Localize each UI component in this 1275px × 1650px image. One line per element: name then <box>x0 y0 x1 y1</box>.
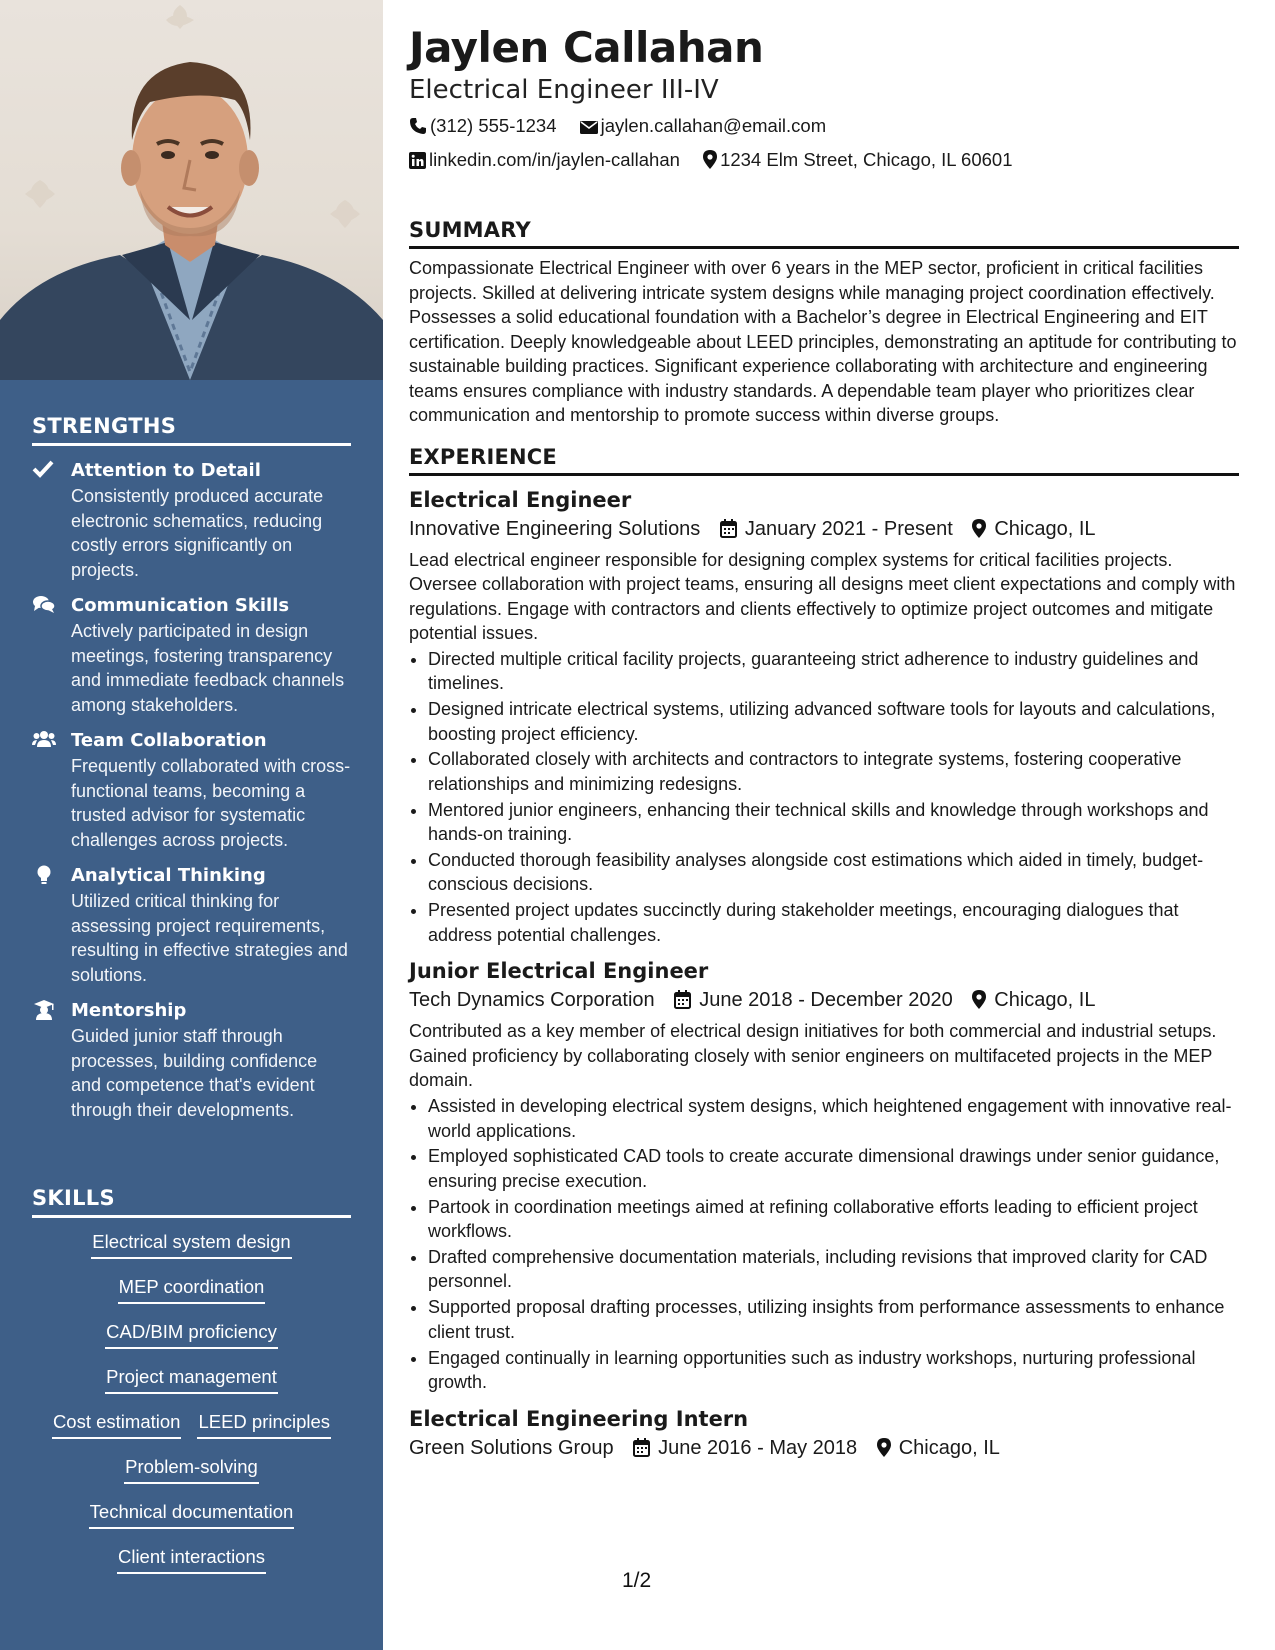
strength-description: Actively participated in design meetings, fostering transparency and immediate feedback channels among stakeholders. <box>71 621 345 715</box>
job-location <box>877 1433 1000 1463</box>
linkedin-icon <box>409 152 426 169</box>
linkedin-contact[interactable] <box>409 144 680 176</box>
skill-tag[interactable]: CAD/BIM proficiency <box>105 1320 278 1349</box>
skill-tag[interactable]: Cost estimation <box>52 1410 182 1439</box>
calendar-icon <box>633 1438 650 1457</box>
email-address: jaylen.callahan@email.com <box>600 115 827 136</box>
strength-item <box>32 458 351 582</box>
job-description: Contributed as a key member of electrical design initiatives for both commercial and industrial setups. Gained proficiency by collaborating closely with senior engineers on multifaceted projects in the MEP domain. <box>409 1021 1217 1091</box>
skill-tag[interactable]: Client interactions <box>117 1545 266 1574</box>
profile-photo <box>0 0 383 380</box>
skill-tag[interactable]: LEED principles <box>197 1410 331 1439</box>
summary-text: Compassionate Electrical Engineer with over 6 years in the MEP sector, proficient in critical facilities projects. Skilled at delivering intricate system designs while managing project coordination effectively. Possesses a solid educational foundation with a Bachelor’s degree in Electrical Engineering and EIT certification. Deeply knowledgeable about LEED principles, demonstrating an aptitude for contributing to sustainable building practices. Significant experience collaborating with architecture and engineering teams ensures compliance with industry standards. A dependable team player who prioritizes clear communication and mentorship to promote success within diverse groups. <box>409 258 1237 425</box>
job-bullets <box>409 647 1239 947</box>
strength-item <box>32 593 351 717</box>
summary-heading: SUMMARY <box>409 218 1239 249</box>
job-meta <box>409 514 1239 544</box>
strength-description: Guided junior staff through processes, building confidence and competence that's evident through their developments. <box>71 1026 318 1120</box>
job-meta <box>409 985 1239 1015</box>
candidate-name: Jaylen Callahan <box>409 23 764 72</box>
list-item: • Presented project updates succinctly during stakeholder meetings, encouraging dialogues that address potential challenges. <box>428 898 1239 947</box>
job-dates-text: June 2016 - May 2018 <box>658 1436 858 1459</box>
list-item: • Engaged continually in learning opportunities such as industry workshops, nurturing professional growth. <box>428 1346 1239 1395</box>
envelope-icon <box>580 119 598 135</box>
users-icon <box>32 729 56 751</box>
lightbulb-icon <box>32 864 56 886</box>
contact-row <box>409 144 1239 176</box>
strength-item <box>32 998 351 1122</box>
company-name: Green Solutions Group <box>409 1436 614 1459</box>
location-pin-icon <box>703 150 717 169</box>
experience-heading: EXPERIENCE <box>409 445 1239 476</box>
job-dates <box>720 514 953 544</box>
strength-title: Mentorship <box>71 1000 187 1021</box>
skills-list <box>32 1230 351 1590</box>
list-item: • Mentored junior engineers, enhancing their technical skills and knowledge through workshops and hands-on training. <box>428 798 1239 847</box>
job-dates <box>633 1433 857 1463</box>
strength-item <box>32 863 351 987</box>
portrait-photo-icon <box>0 0 383 380</box>
phone-contact[interactable] <box>409 110 557 142</box>
strengths-heading: STRENGTHS <box>32 414 351 446</box>
job-location-text: Chicago, IL <box>994 989 1096 1012</box>
list-item: • Employed sophisticated CAD tools to create accurate dimensional drawings under senior guidance, ensuring precise execution. <box>428 1144 1239 1193</box>
job-entry <box>409 1405 1239 1463</box>
main-content <box>409 22 1239 1463</box>
skills-section <box>32 1186 351 1590</box>
address-contact <box>703 144 1012 176</box>
strength-description: Frequently collaborated with cross-functional teams, becoming a trusted advisor for systematic challenges across projects. <box>71 756 351 850</box>
list-item: • Collaborated closely with architects and contractors to integrate systems, fostering cooperative relationships and minimizing redesigns. <box>428 747 1239 796</box>
strength-description: Utilized critical thinking for assessing project requirements, resulting in effective strategies and solutions. <box>71 891 348 985</box>
company-name: Tech Dynamics Corporation <box>409 989 655 1012</box>
list-item: • Assisted in developing electrical system designs, which heightened engagement with innovative real-world applications. <box>428 1094 1239 1143</box>
list-item: • Conducted thorough feasibility analyses alongside cost estimations which aided in timely, budget-conscious decisions. <box>428 848 1239 897</box>
page-number: 1/2 <box>622 1569 652 1592</box>
skill-tag[interactable]: Project management <box>105 1365 278 1394</box>
job-title: Electrical Engineer <box>409 487 632 512</box>
job-dates <box>674 985 953 1015</box>
contact-row <box>409 110 1239 142</box>
candidate-role: Electrical Engineer III-IV <box>409 75 719 105</box>
company-name: Innovative Engineering Solutions <box>409 517 701 540</box>
job-meta <box>409 1433 1239 1463</box>
job-entry <box>409 957 1239 1394</box>
location-pin-icon <box>972 990 986 1009</box>
location-pin-icon <box>972 519 986 538</box>
job-title: Junior Electrical Engineer <box>409 959 709 984</box>
strength-item <box>32 728 351 852</box>
list-item: • Directed multiple critical facility projects, guaranteeing strict adherence to industry guidelines and timelines. <box>428 647 1239 696</box>
strengths-section <box>32 414 351 1122</box>
chat-bubbles-icon <box>32 594 56 616</box>
job-description: Lead electrical engineer responsible for designing complex systems for critical facilities projects. Oversee collaboration with project teams, ensuring all designs meet client expectations and comply with regulations. Engage with contractors and clients effectively to optimize project outcomes and mitigate potential issues. <box>409 549 1236 643</box>
job-bullets <box>409 1094 1239 1394</box>
email-contact[interactable] <box>580 110 826 142</box>
sidebar <box>0 0 383 1650</box>
job-location-text: Chicago, IL <box>994 517 1096 540</box>
job-title: Electrical Engineering Intern <box>409 1406 749 1431</box>
skills-heading: SKILLS <box>32 1186 351 1218</box>
skill-tag[interactable]: Electrical system design <box>91 1230 291 1259</box>
job-location <box>972 985 1095 1015</box>
calendar-icon <box>674 990 691 1009</box>
strength-description: Consistently produced accurate electronic schematics, reducing costly errors significantly on projects. <box>71 486 324 580</box>
list-item: • Partook in coordination meetings aimed at refining collaborative efforts leading to efficient project workflows. <box>428 1195 1239 1244</box>
strength-title: Attention to Detail <box>71 460 261 481</box>
job-location <box>972 514 1095 544</box>
checkmark-icon <box>32 459 56 481</box>
linkedin-url: linkedin.com/in/jaylen-callahan <box>429 149 680 170</box>
address: 1234 Elm Street, Chicago, IL 60601 <box>720 149 1013 170</box>
job-dates-text: June 2018 - December 2020 <box>699 989 953 1012</box>
skill-tag[interactable]: Technical documentation <box>89 1500 295 1529</box>
graduate-icon <box>32 999 56 1021</box>
job-dates-text: January 2021 - Present <box>744 517 953 540</box>
job-location-text: Chicago, IL <box>898 1436 1000 1459</box>
calendar-icon <box>720 519 737 538</box>
list-item: • Supported proposal drafting processes, utilizing insights from performance assessments to enhance client trust. <box>428 1295 1239 1344</box>
phone-number: (312) 555-1234 <box>430 115 557 136</box>
strength-title: Team Collaboration <box>71 730 267 751</box>
strength-title: Communication Skills <box>71 595 290 616</box>
strength-title: Analytical Thinking <box>71 865 266 886</box>
list-item: • Drafted comprehensive documentation materials, including revisions that improved clarity for CAD personnel. <box>428 1245 1239 1294</box>
skill-tag[interactable]: Problem-solving <box>124 1455 259 1484</box>
skill-tag[interactable]: MEP coordination <box>118 1275 266 1304</box>
list-item: • Designed intricate electrical systems, utilizing advanced software tools for layouts and calculations, boosting project efficiency. <box>428 697 1239 746</box>
location-pin-icon <box>877 1438 891 1457</box>
phone-icon <box>409 117 427 135</box>
job-entry <box>409 486 1239 948</box>
